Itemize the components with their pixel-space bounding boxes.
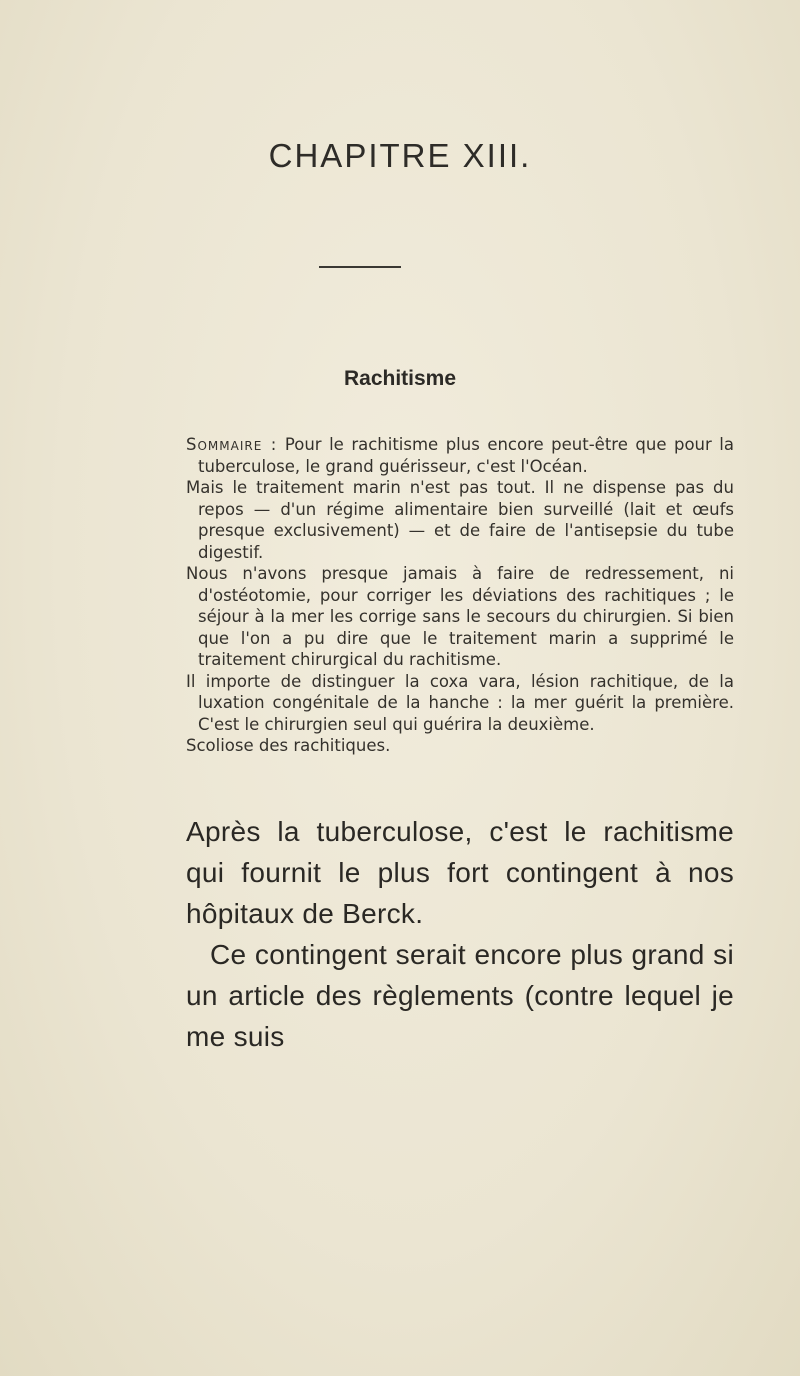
body-text <box>186 811 734 1057</box>
body-paragraph: Ce contingent serait encore plus grand si un article des règlements (contre lequel je me suis <box>186 939 734 1052</box>
chapter-heading: CHAPITRE XIII. <box>268 137 532 174</box>
chapter-summary <box>186 434 734 757</box>
summary-paragraph: Il importe de distinguer la coxa vara, lésion rachitique, de la luxation congénitale de la hanche : la mer guérit la première. C'est le chirurgien seul qui guérira la deuxième. <box>186 671 734 734</box>
summary-paragraph: Mais le traitement marin n'est pas tout. Il ne dispense pas du repos — d'un régime alimentaire bien surveillé (lait et œufs presque exclusivement) — et de faire de l'antisepsie du tube digestif. <box>186 478 734 562</box>
body-paragraph: Après la tuberculose, c'est le rachitisme qui fournit le plus fort contingent à nos hôpitaux de Berck. <box>186 816 734 929</box>
summary-text: Pour le rachitisme plus encore peut-être que pour la tuberculose, le grand guérisseur, c'est l'Océan. <box>198 435 734 476</box>
summary-paragraph: Nous n'avons presque jamais à faire de redressement, ni d'ostéotomie, pour corriger les déviations des rachitiques ; le séjour à la mer les corrige sans le secours du chirurgien. Si bien que l'on a pu dire que le traitement marin a supprimé le traitement chirurgical du rachitisme. <box>186 564 734 669</box>
summary-paragraph: Scoliose des rachitiques. <box>186 736 391 755</box>
heading-divider <box>319 266 401 268</box>
summary-paragraph <box>186 434 734 477</box>
section-title: Rachitisme <box>343 367 457 390</box>
summary-label: Sommaire : <box>186 435 278 454</box>
